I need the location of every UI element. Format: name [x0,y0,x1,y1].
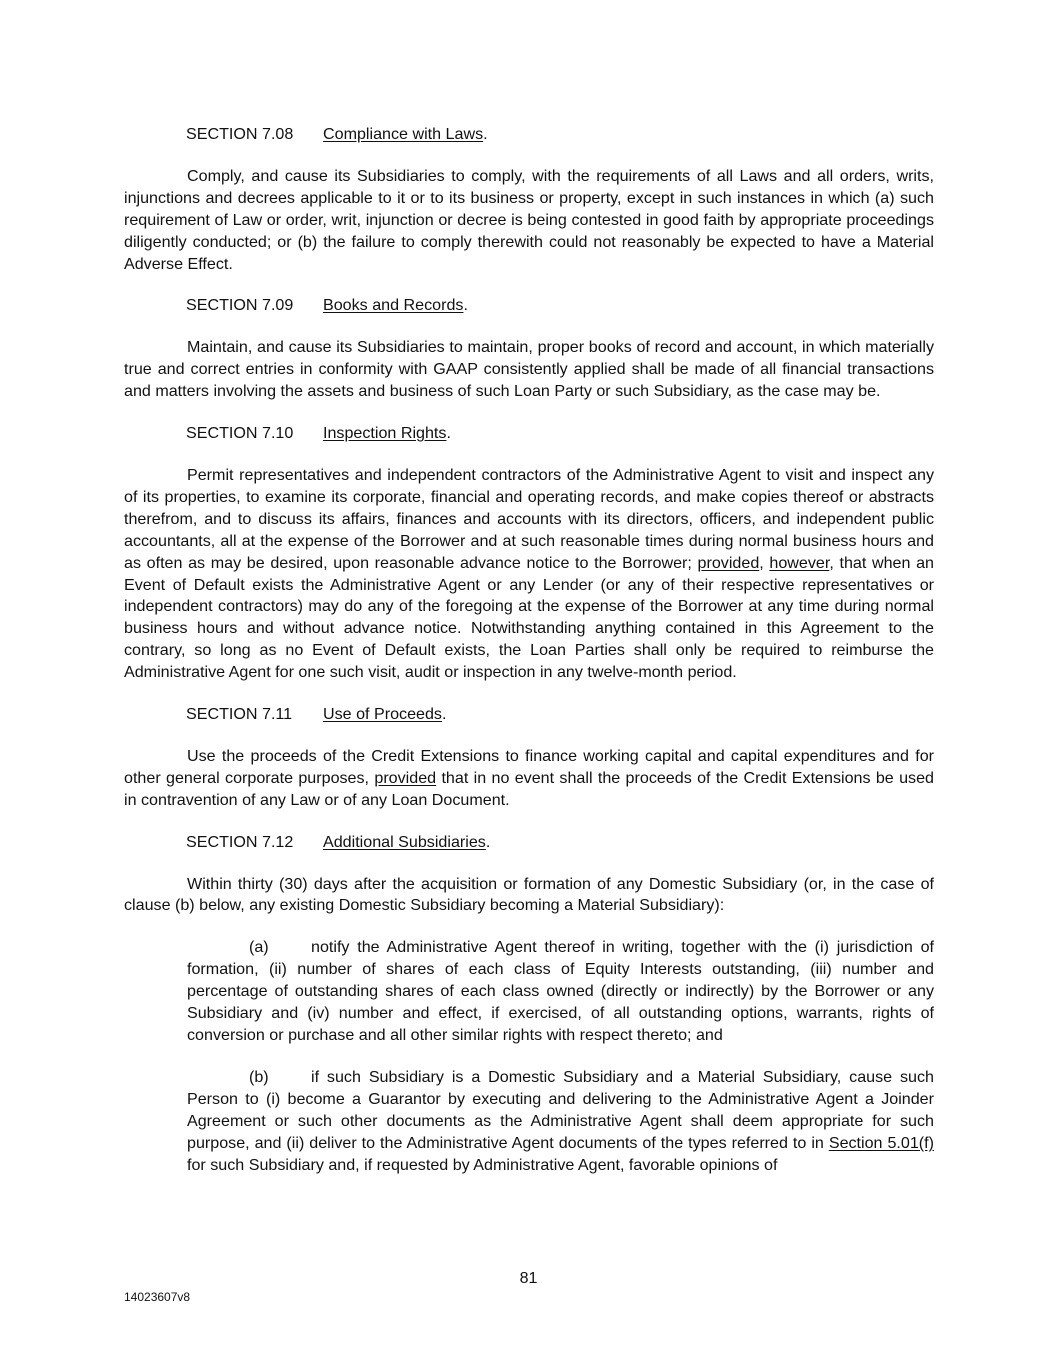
section-7-10-heading [186,423,934,445]
section-title-period: . [446,424,451,443]
section-title: Additional Subsidiaries [323,832,486,851]
body-text: Permit representatives and independent contractors of the Administrative Agent to visit and inspect any of its properties, to examine its corporate, financial and operating records, and make copies thereof or abstracts therefrom, and to discuss its affairs, finances and accounts with its directors, officers, and independent public accountants, all at the expense of the Borrower and at such reasonable times during normal business hours and as often as may be desired, upon reasonable advance notice to the Borrower; [124,465,934,572]
section-7-09-body: Maintain, and cause its Subsidiaries to maintain, proper books of record and account, in which materially true and correct entries in conformity with GAAP consistently applied shall be made of all financial transactions and matters involving the assets and business of such Loan Party or such Subsidiary, as the case may be. [124,338,934,401]
section-title-period: . [485,832,491,851]
body-text: , that when an Event of Default exists the Administrative Agent or any Lender (or any of their respective representatives or independent contractors) may do any of the foregoing at the expense of the Borrower at any time during normal business hours and without advance notice. Notwithstanding anything contained in this Agreement to the contrary, so long as no Event of Default exists, the Loan Parties shall only be required to reimburse the Administrative Agent for one such visit, audit or inspection in any twelve-month period. [124,553,934,682]
section-7-12-body: Within thirty (30) days after the acquisition or formation of any Domestic Subsidiary (or, in the case of clause (b) below, any existing Domestic Subsidiary becoming a Material Subsidiary): [124,874,934,915]
section-number: SECTION 7.12 [186,832,294,851]
section-number: SECTION 7.10 [186,424,294,443]
body-text: , [759,553,770,572]
section-title: Compliance with Laws [323,125,484,143]
section-number: SECTION 7.08 [186,125,294,143]
section-title: Books and Records [323,296,464,315]
section-number: SECTION 7.11 [186,705,293,724]
section-title: Use of Proceeds [323,705,442,724]
body-text: that in no event shall the proceeds of the Credit Extensions be used in contravention of any Law or of any Loan Document. [124,768,934,809]
provided-term: provided [374,768,437,787]
clause-a [187,937,934,1047]
provided-term: provided [697,553,760,572]
section-title-period: . [463,296,468,315]
section-number: SECTION 7.09 [186,296,294,315]
section-7-11-body [124,746,934,812]
section-reference: Section 5.01(f) [828,1133,934,1152]
section-7-10-body [124,465,934,684]
however-term: however [769,553,830,572]
section-7-09-heading [186,295,934,317]
section-title: Inspection Rights [323,424,447,443]
clause-text: notify the Administrative Agent thereof in writing, together with the (i) jurisdiction of formation, (ii) number of shares of each class of Equity Interests outstanding, (iii) number and percentage of outstanding shares of each class owned (directly or indirectly) by the Borrower or any Subsidiary and (iv) number and effect, if exercised, of all outstanding options, warrants, rights of conversion or purchase and all other similar rights with respect thereto; and [187,938,934,1044]
clause-text: for such Subsidiary and, if requested by Administrative Agent, favorable opinions of [187,1155,778,1174]
document-id: 14023607v8 [124,1290,191,1304]
section-7-08-body: Comply, and cause its Subsidiaries to comply, with the requirements of all Laws and all orders, writs, injunctions and decrees applicable to it or to its business or property, except in such instances in which (a) such requirement of Law or order, writ, injunction or decree is being contested in good faith by appropriate proceedings diligently conducted; or (b) the failure to comply therewith could not reasonably be expected to have a Material Adverse Effect. [124,166,934,273]
page-number: 81 [519,1270,538,1287]
section-7-08-heading [186,124,934,146]
section-title-period: . [441,705,447,724]
section-7-12-heading [186,832,934,854]
clause-text: if such Subsidiary is a Domestic Subsidiary and a Material Subsidiary, cause such Person to (i) become a Guarantor by executing and delivering to the Administrative Agent a Joinder Agreement or such other documents as the Administrative Agent shall deem appropriate for such purpose, and (ii) deliver to the Administrative Agent documents of the types referred to in [187,1067,934,1152]
section-7-11-heading [186,704,934,726]
clause-b [187,1067,934,1177]
body-text: Use the proceeds of the Credit Extensions to finance working capital and capital expenditures and for other general corporate purposes, [124,746,934,787]
document-page [124,124,934,1196]
clause-label: (a) [249,938,269,957]
clause-label: (b) [249,1067,269,1086]
section-title-period: . [483,125,488,143]
